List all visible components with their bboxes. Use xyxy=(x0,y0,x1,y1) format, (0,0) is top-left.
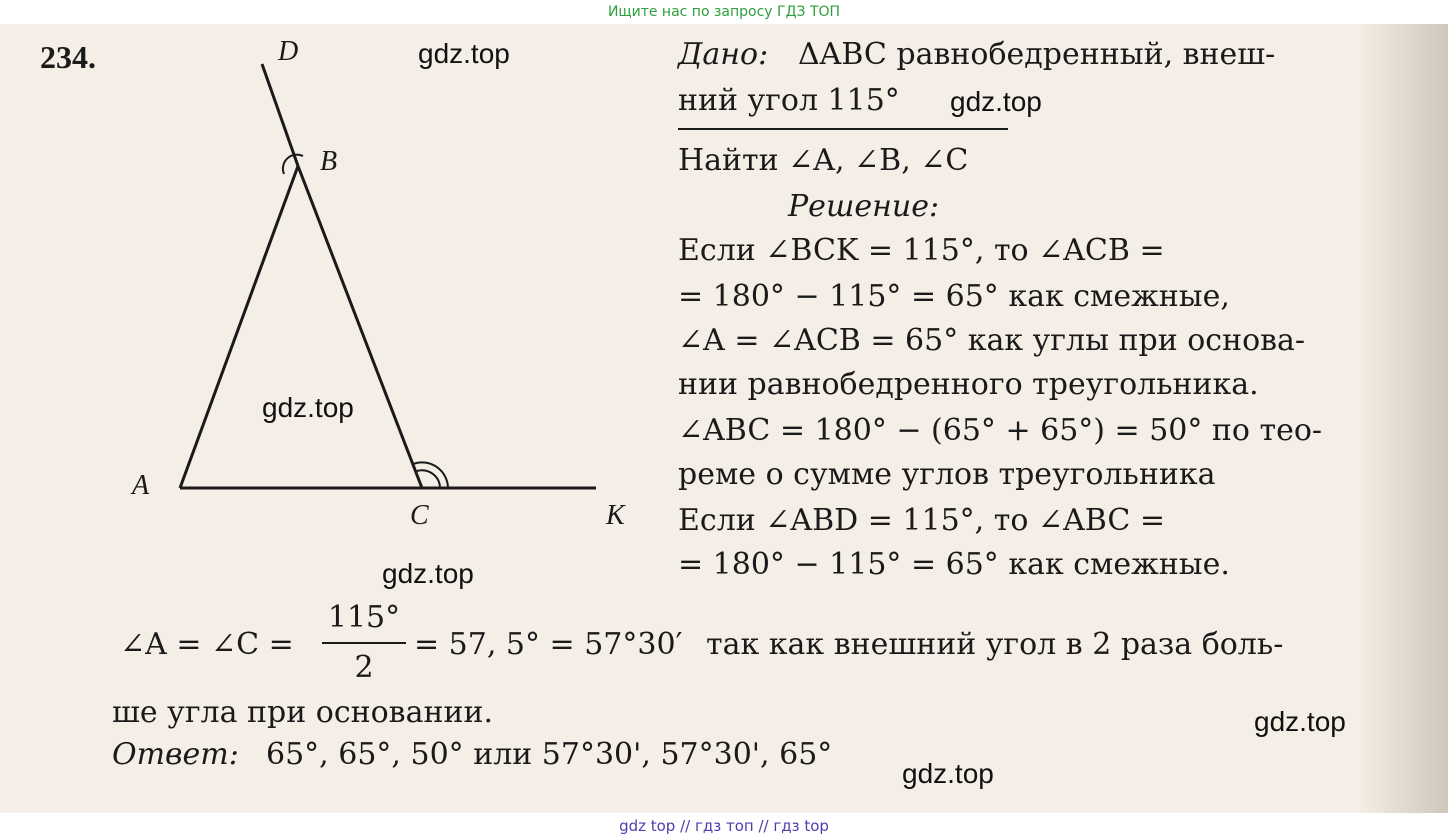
solution-line: ∠A = ∠ACB = 65° как углы при основа- xyxy=(678,323,1306,358)
watermark: gdz.top xyxy=(1254,706,1346,737)
formula-denominator: 2 xyxy=(354,650,374,685)
given-text-2: ний угол 115° xyxy=(678,83,900,118)
problem-number: 234. xyxy=(40,39,96,75)
textbook-page xyxy=(0,24,1448,813)
label-k: K xyxy=(606,500,625,531)
line-bd xyxy=(262,64,298,166)
footer-links[interactable]: gdz top // гдз топ // гдз top xyxy=(0,813,1448,839)
label-b: B xyxy=(320,146,338,177)
watermark: gdz.top xyxy=(418,38,510,69)
solution-line: реме о сумме углов треугольника xyxy=(678,457,1216,492)
fraction-bar xyxy=(322,642,406,644)
page-edge-shadow xyxy=(1358,24,1448,813)
top-banner: Ищите нас по запросу ГДЗ ТОП xyxy=(0,0,1448,24)
given-text: ΔABC равнобедренный, внеш- xyxy=(798,37,1276,72)
solution-line: нии равнобедренного треугольника. xyxy=(678,367,1259,402)
answer-text: 65°, 65°, 50° или 57°30', 57°30', 65° xyxy=(266,737,833,772)
side-ab xyxy=(180,166,298,488)
solution-line: Если ∠BCK = 115°, то ∠ACB = xyxy=(678,233,1165,268)
given-label: Дано: xyxy=(678,37,769,72)
formula-right: = 57, 5° = 57°30′ xyxy=(414,627,683,662)
solution-line: ∠ABC = 180° − (65° + 65°) = 50° по тео- xyxy=(678,413,1323,448)
watermark: gdz.top xyxy=(950,86,1042,117)
solution-line: Если ∠ABD = 115°, то ∠ABC = xyxy=(678,503,1165,538)
find-text: Найти ∠A, ∠B, ∠C xyxy=(678,143,969,178)
solution-line: = 180° − 115° = 65° как смежные, xyxy=(678,279,1230,314)
label-d: D xyxy=(278,36,299,67)
formula-tail-2: ше угла при основании. xyxy=(112,695,493,730)
watermark: gdz.top xyxy=(382,558,474,589)
solution-line: = 180° − 115° = 65° как смежные. xyxy=(678,547,1230,582)
answer-label: Ответ: xyxy=(112,737,239,772)
label-c: C xyxy=(410,500,429,531)
given-divider xyxy=(678,128,1008,130)
watermark: gdz.top xyxy=(262,392,354,423)
formula-left: ∠A = ∠C = xyxy=(120,627,294,662)
formula-numerator: 115° xyxy=(327,600,401,635)
label-a: A xyxy=(132,470,150,501)
formula-tail: так как внешний угол в 2 раза боль- xyxy=(706,627,1284,662)
solution-title: Решение: xyxy=(788,189,940,224)
watermark: gdz.top xyxy=(902,758,994,789)
side-bc xyxy=(298,166,422,488)
triangle-figure xyxy=(0,24,660,564)
